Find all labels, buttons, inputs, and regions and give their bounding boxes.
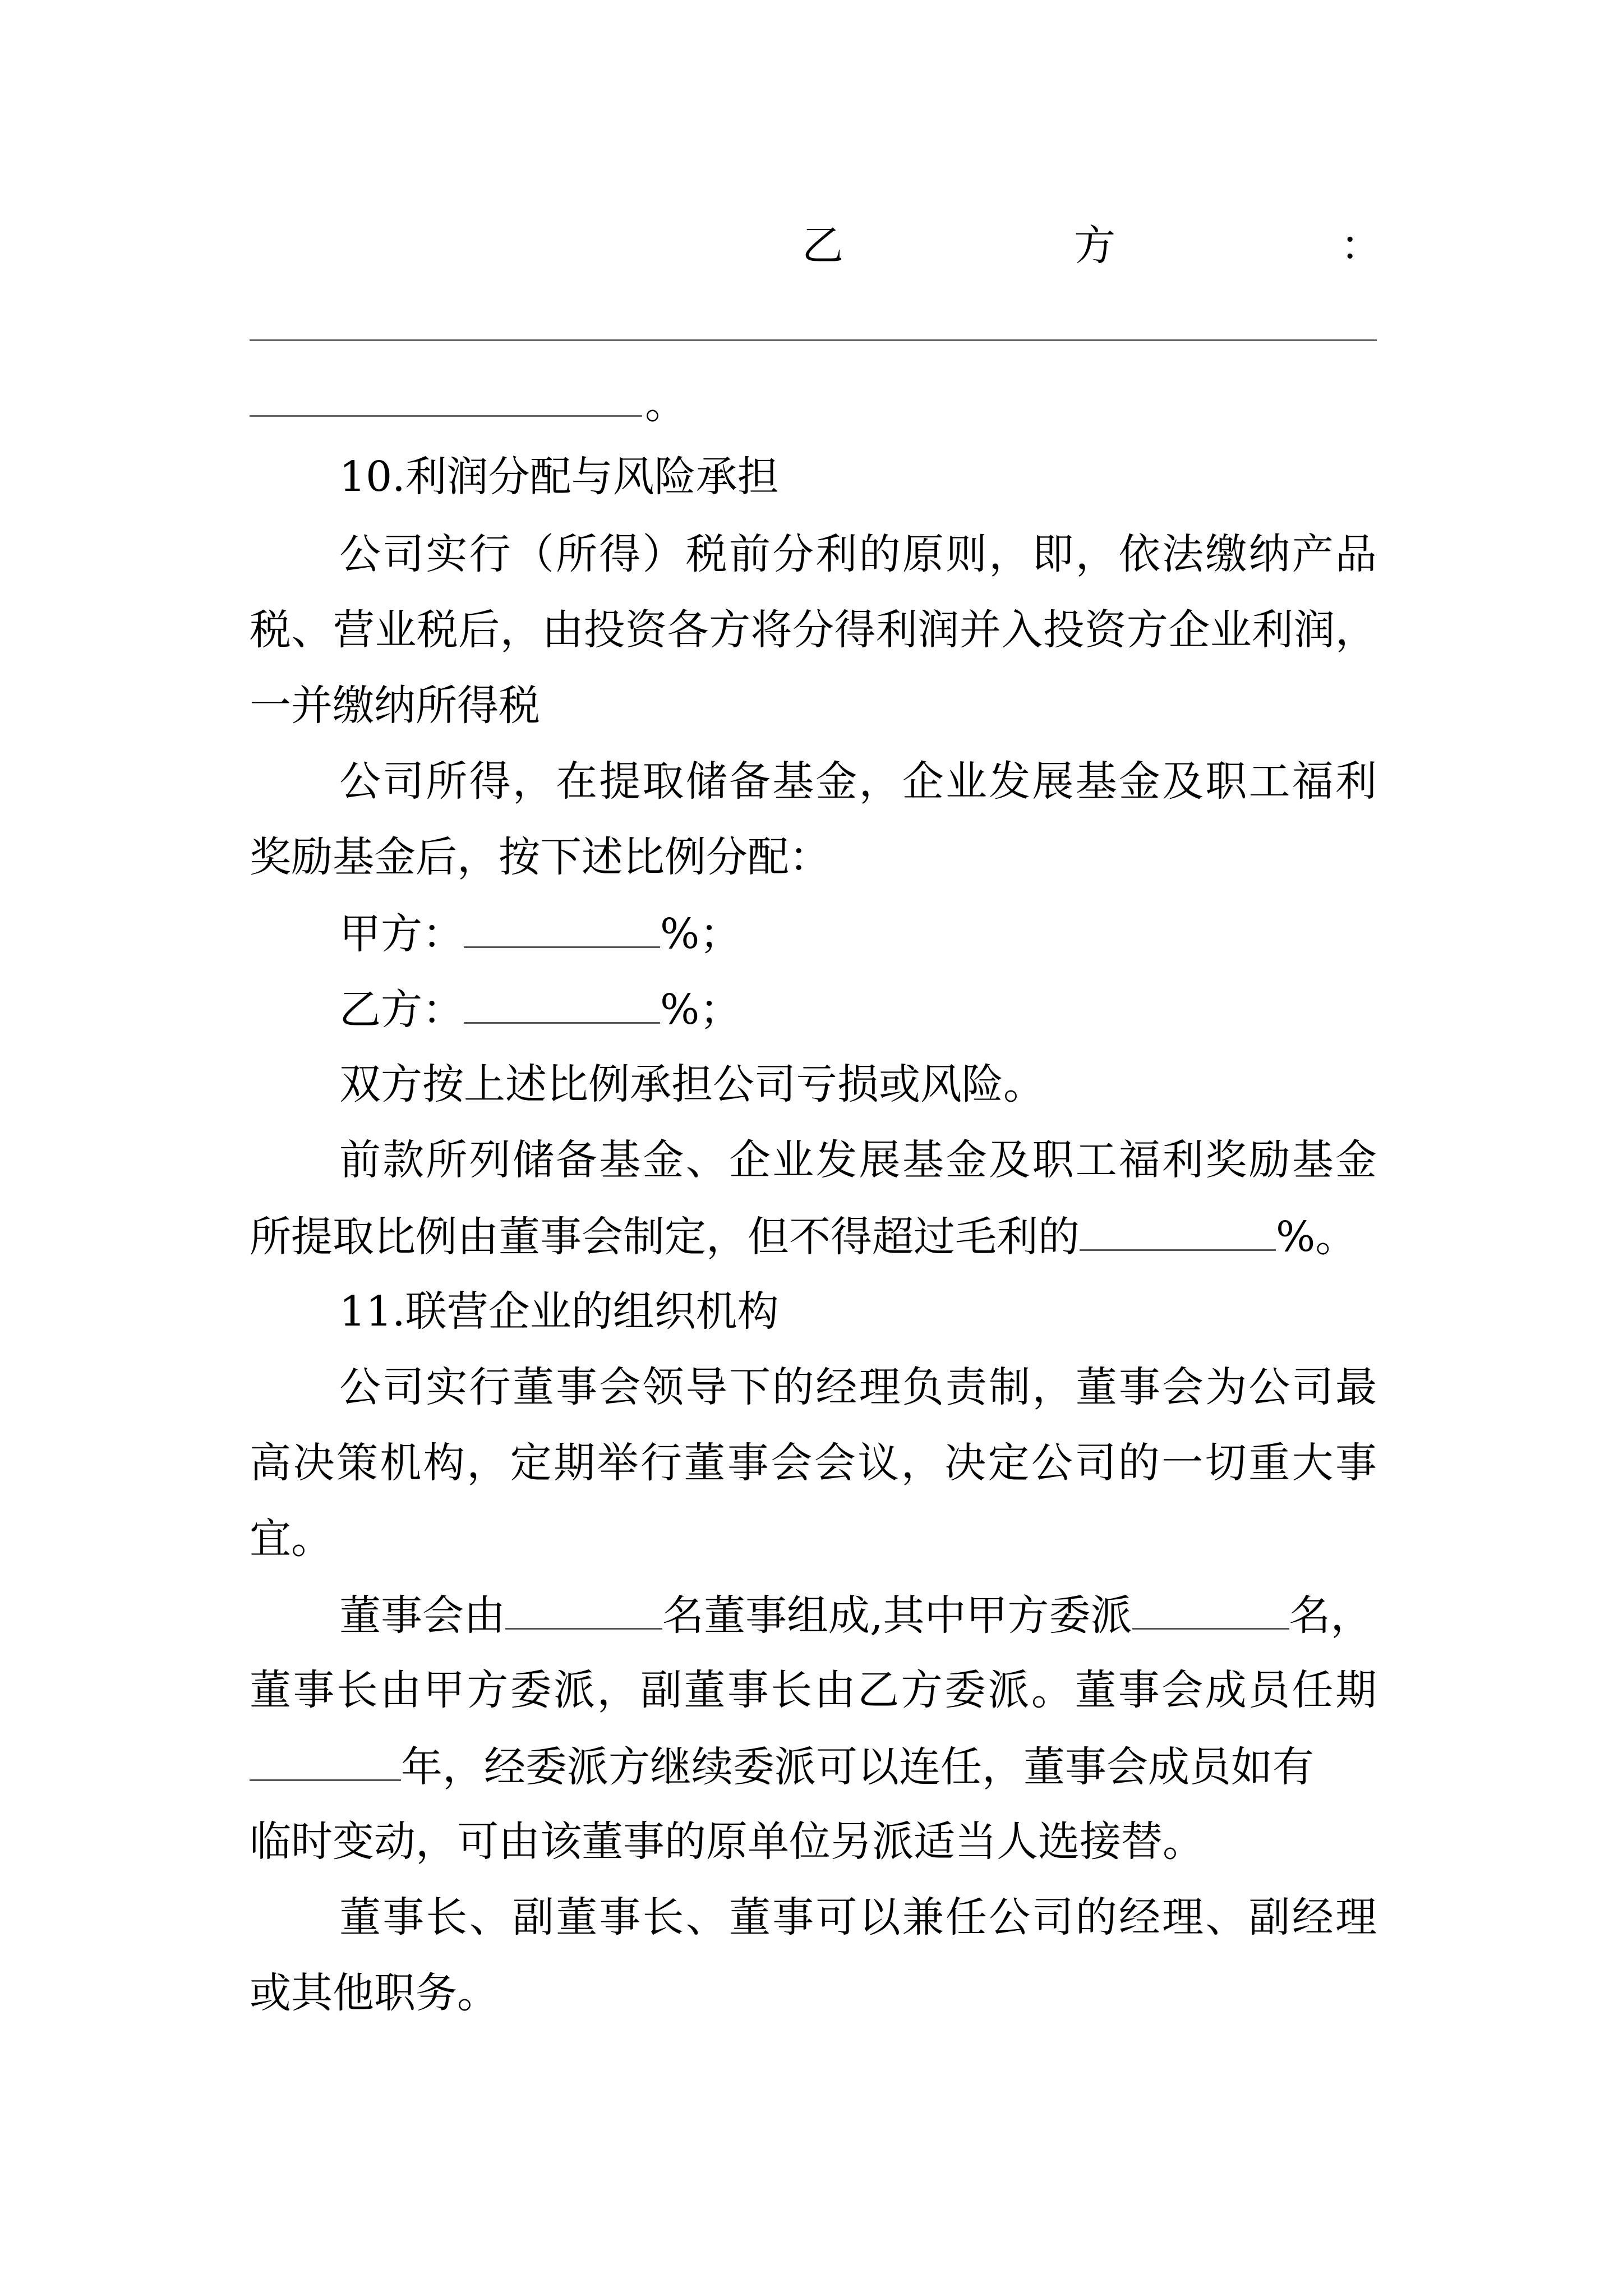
party-b-char2: 方 — [1074, 222, 1115, 270]
section-10-title: 10.利润分配与风险承担 — [339, 453, 779, 501]
s10-p3: 双方按上述比例承担公司亏损或风险。 — [339, 1060, 1045, 1108]
board-size-blank — [505, 1586, 662, 1630]
yi-percent: %； — [660, 986, 741, 1034]
term-years-blank — [250, 1738, 401, 1781]
party-b-char1: 乙 — [802, 222, 843, 270]
jia-percent: %； — [660, 910, 741, 958]
s11-p2-line4: 临时变动，可由该董事的原单位另派适当人选接替。 — [250, 1818, 1204, 1866]
s11-p2-line1 — [339, 1586, 1377, 1642]
party-b-blank-line-1 — [250, 339, 1377, 341]
s10-p4-line1: 前款所列储备基金、企业发展基金及职工福利奖励基金 — [339, 1136, 1377, 1184]
s11-p2-line3 — [250, 1738, 1377, 1794]
s10-p1-line2: 税、营业税后，由投资各方将分得利润并入投资方企业利润， — [250, 606, 1377, 654]
yi-label: 乙方： — [339, 986, 464, 1034]
jia-ratio-blank — [464, 905, 660, 948]
party-b-colon: ： — [1340, 222, 1382, 270]
s11-p2-line2: 董事长由甲方委派，副董事长由乙方委派。董事会成员任期 — [250, 1666, 1377, 1714]
board-prefix: 董事会由 — [339, 1591, 505, 1640]
gross-profit-ratio-blank — [1080, 1208, 1276, 1251]
s11-p1-line1: 公司实行董事会领导下的经理负责制，董事会为公司最 — [339, 1363, 1377, 1411]
s10-p1-line3: 一并缴纳所得税 — [250, 682, 540, 730]
yi-ratio-blank — [464, 981, 660, 1024]
party-a-seats-blank — [1132, 1586, 1289, 1630]
s11-p3-line2: 或其他职务。 — [250, 1969, 499, 2017]
s10-p2-line1: 公司所得，在提取储备基金，企业发展基金及职工福利 — [339, 757, 1377, 806]
jia-ratio-line — [339, 905, 1377, 961]
s10-p2-line2: 奖励基金后，按下述比例分配： — [250, 833, 831, 881]
board-suffix: 名， — [1289, 1591, 1372, 1640]
section-11-title: 11.联营企业的组织机构 — [339, 1287, 779, 1336]
s11-p1-line3: 宜。 — [250, 1515, 333, 1563]
s10-p4-prefix: 所提取比例由董事会制定，但不得超过毛利的 — [250, 1213, 1080, 1261]
party-b-blank-line-2 — [250, 415, 642, 417]
s11-p1-line2: 高决策机构，定期举行董事会会议，决定公司的一切重大事 — [250, 1439, 1377, 1487]
jia-label: 甲方： — [339, 910, 464, 958]
s10-p4-suffix: %。 — [1276, 1213, 1357, 1261]
s11-p2-line3-text: 年，经委派方继续委派可以连任，董事会成员如有 — [401, 1743, 1314, 1791]
s11-p3-line1: 董事长、副董事长、董事可以兼任公司的经理、副经理 — [339, 1893, 1377, 1941]
yi-ratio-line — [339, 981, 1377, 1037]
s10-p1-line1: 公司实行（所得）税前分利的原则，即，依法缴纳产品 — [339, 530, 1377, 578]
party-b-line-end: 。 — [645, 380, 686, 428]
board-mid: 名董事组成,其中甲方委派 — [662, 1591, 1132, 1640]
s10-p4-line2 — [250, 1208, 1377, 1264]
